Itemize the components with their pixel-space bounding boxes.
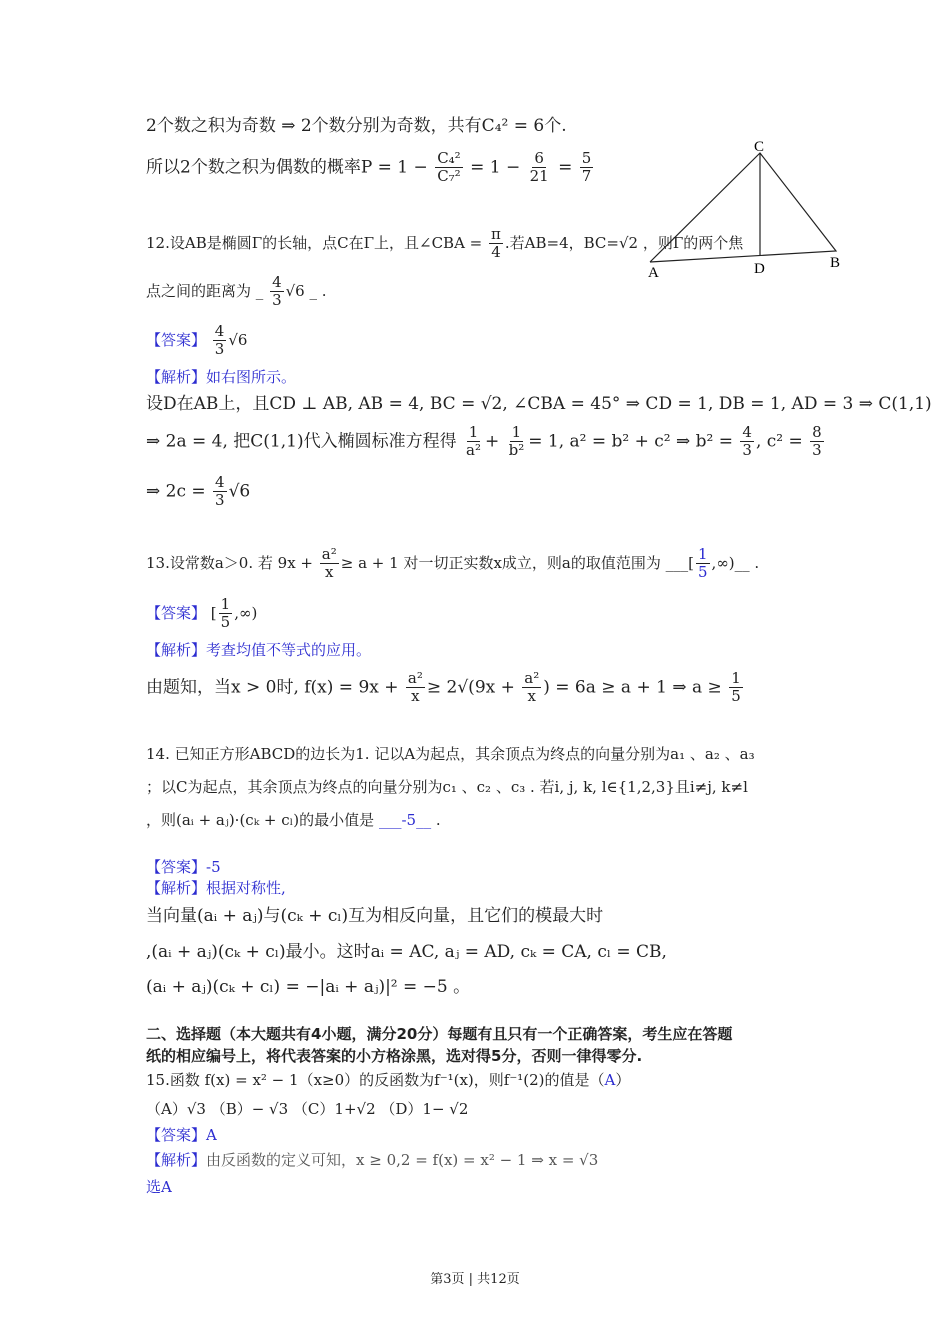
analysis-label: 【解析】 xyxy=(146,1151,207,1169)
answer-label: 【答案】 xyxy=(146,330,207,349)
section-2-heading-line1: 二、选择题（本大题共有4小题，满分20分）每题有且只有一个正确答案，考生应在答题 xyxy=(146,1025,733,1043)
question-14-line2: ；以C为起点，其余顶点为终点的向量分别为c₁ 、c₂ 、c₃ . 若i, j, k, l∈{1,2,3}且i≠j, k≠l xyxy=(146,778,748,796)
text: .若AB=4，BC=√2 ，则Γ的两个焦 xyxy=(504,233,744,252)
numerator: 4 xyxy=(272,273,282,291)
label-b: B xyxy=(830,255,841,271)
text: 根据对称性, xyxy=(206,879,286,897)
fraction xyxy=(507,424,527,460)
numerator: 5 xyxy=(581,149,592,167)
numerator: a² xyxy=(321,545,337,563)
denominator: 3 xyxy=(812,441,822,460)
text: ,∞) xyxy=(234,603,258,622)
denominator: C₇² xyxy=(437,167,461,186)
question-12-line2 xyxy=(146,274,327,310)
page-footer: 第3页 | 共12页 xyxy=(430,1272,520,1287)
text: 如右图所示。 xyxy=(206,368,297,386)
denominator: b² xyxy=(508,441,525,460)
text: ≥ 2√(9x + xyxy=(426,677,515,698)
text: 由反函数的定义可知，x ≥ 0,2 = f(x) = x² − 1 ⇒ x = √3 xyxy=(206,1151,599,1169)
text: . xyxy=(435,811,441,829)
analysis-15 xyxy=(146,1153,598,1168)
text: + xyxy=(484,431,500,452)
denominator: x xyxy=(411,687,420,706)
fraction xyxy=(522,670,541,706)
question-15 xyxy=(146,1073,630,1088)
denominator: 5 xyxy=(220,613,231,632)
analysis-12 xyxy=(146,370,296,385)
answer-12 xyxy=(146,323,247,359)
analysis-12-step1: 设D在AB上，且CD ⊥ AB, AB = 4, BC = √2, ∠CBA = 45° ⇒ CD = 1, DB = 1, AD = 3 ⇒ C(1,1) xyxy=(146,394,932,414)
denominator: 3 xyxy=(214,340,225,359)
denominator: a² xyxy=(466,441,481,460)
analysis-12-step2 xyxy=(146,424,826,460)
answer-value: -5 xyxy=(206,858,221,876)
section-2-heading-line2: 纸的相应编号上，将代表答案的小方格涂黑，选对得5分，否则一律得零分. xyxy=(146,1047,643,1065)
numerator: π xyxy=(491,225,501,243)
numerator: a² xyxy=(524,669,540,687)
question-14-line1: 14. 已知正方形ABCD的边长为1. 记以A为起点，其余顶点为终点的向量分别为a₁ 、a₂ 、a₃ xyxy=(146,745,755,763)
text: ) = 6a ≥ a + 1 ⇒ a ≥ xyxy=(543,677,722,698)
question-12 xyxy=(146,226,743,262)
text: 12.设AB是椭圆Γ的长轴，点C在Γ上，且∠CBA = xyxy=(146,233,483,252)
line-probability xyxy=(146,150,595,186)
fraction xyxy=(696,546,710,582)
analysis-14-step3: (aᵢ + aⱼ)(cₖ + cₗ) = −|aᵢ + aⱼ)|² = −5 。 xyxy=(146,977,471,997)
label-a: A xyxy=(648,265,659,281)
text: = 1, a² = b² + c² ⇒ b² = xyxy=(528,431,734,452)
answer-label: 【答案】 xyxy=(146,1126,207,1144)
fraction xyxy=(320,546,339,582)
text: 考查均值不等式的应用。 xyxy=(206,641,372,659)
numerator: 1 xyxy=(220,595,231,613)
text: 点之间的距离为 _ xyxy=(146,281,264,300)
text: √6 xyxy=(228,330,248,349)
analysis-label: 【解析】 xyxy=(146,368,207,386)
text: ） xyxy=(615,1071,631,1089)
numerator: 4 xyxy=(742,423,752,441)
analysis-14-step2: ,(aᵢ + aⱼ)(cₖ + cₗ)最小。这时aᵢ = AC, aⱼ = AD, cₖ = CA, cₗ = CB, xyxy=(146,942,667,962)
denominator: 21 xyxy=(529,167,549,186)
analysis-14-step1: 当向量(aᵢ + aⱼ)与(cₖ + cₗ)互为相反向量，且它们的模最大时 xyxy=(146,906,604,926)
text: ⇒ 2a = 4, 把C(1,1)代入椭圆标准方程得 xyxy=(146,431,457,452)
answer-13 xyxy=(146,596,257,632)
label-c: C xyxy=(754,139,765,155)
blank: ,∞)__ . xyxy=(711,553,760,572)
fraction xyxy=(406,670,425,706)
fraction xyxy=(219,596,233,632)
text: 所以2个数之积为偶数的概率P = 1 − xyxy=(146,157,428,178)
fraction xyxy=(270,274,284,310)
text: ≥ a + 1 对一切正实数x成立，则a的取值范围为 xyxy=(340,553,661,572)
numerator: 4 xyxy=(214,322,225,340)
text: = 1 − xyxy=(470,157,521,178)
fraction xyxy=(464,424,483,460)
denominator: 4 xyxy=(491,243,501,262)
question-13 xyxy=(146,546,759,582)
fraction xyxy=(213,474,227,510)
numerator: 1 xyxy=(698,545,708,563)
numerator: 8 xyxy=(812,423,822,441)
numerator: 1 xyxy=(731,669,741,687)
denominator: x xyxy=(325,563,334,582)
denominator: x xyxy=(527,687,536,706)
denominator: 7 xyxy=(581,167,592,186)
fraction xyxy=(213,323,227,359)
denominator: 5 xyxy=(731,687,741,706)
choose-a: 选A xyxy=(146,1178,172,1196)
numerator: C₄² xyxy=(437,149,461,167)
denominator: 3 xyxy=(742,441,752,460)
answer-label: 【答案】 xyxy=(146,603,207,622)
fraction xyxy=(489,226,503,262)
answer-14 xyxy=(146,860,221,875)
analysis-13-step1 xyxy=(146,670,745,706)
fraction xyxy=(729,670,743,706)
fraction xyxy=(580,150,594,186)
answer-15 xyxy=(146,1128,217,1143)
fraction xyxy=(528,150,551,186)
question-15-options: （A）√3 （B）− √3 （C）1+√2 （D）1− √2 xyxy=(146,1100,469,1118)
numerator: 4 xyxy=(215,473,225,491)
analysis-13 xyxy=(146,643,371,658)
blank-answer: ___-5__ xyxy=(378,811,432,829)
text: 15.函数 f(x) = x² − 1（x≥0）的反函数为f⁻¹(x)，则f⁻¹(2)的值是（ xyxy=(146,1071,605,1089)
numerator: 6 xyxy=(534,149,544,167)
fraction xyxy=(810,424,824,460)
denominator: 3 xyxy=(272,291,282,310)
text: = xyxy=(558,157,573,178)
analysis-label: 【解析】 xyxy=(146,641,207,659)
text: ⇒ 2c = xyxy=(146,481,206,502)
fraction xyxy=(740,424,754,460)
numerator: 1 xyxy=(468,423,479,441)
numerator: a² xyxy=(407,669,423,687)
denominator: 5 xyxy=(698,563,708,582)
text: 13.设常数a＞0. 若 9x + xyxy=(146,553,313,572)
numerator: 1 xyxy=(511,423,522,441)
blank: ___[ xyxy=(665,553,694,572)
text: 由题知，当x > 0时, f(x) = 9x + xyxy=(146,677,399,698)
analysis-14 xyxy=(146,881,286,896)
inline-answer: A xyxy=(604,1071,616,1089)
text: ，则(aᵢ + aⱼ)·(cₖ + cₗ)的最小值是 xyxy=(146,811,375,829)
fraction xyxy=(435,150,463,186)
analysis-label: 【解析】 xyxy=(146,879,207,897)
denominator: 3 xyxy=(215,491,225,510)
text: [ xyxy=(210,603,217,622)
label-d: D xyxy=(754,261,765,277)
line-odd-product: 2个数之积为奇数 ⇒ 2个数分别为奇数，共有C₄² = 6个. xyxy=(146,116,567,136)
text: √6 xyxy=(228,481,251,502)
analysis-12-step3 xyxy=(146,474,250,510)
text: , c² = xyxy=(755,431,803,452)
question-14-line3 xyxy=(146,813,441,828)
answer-label: 【答案】 xyxy=(146,858,207,876)
text: √6 _ . xyxy=(285,281,327,300)
answer-value: A xyxy=(206,1126,217,1144)
